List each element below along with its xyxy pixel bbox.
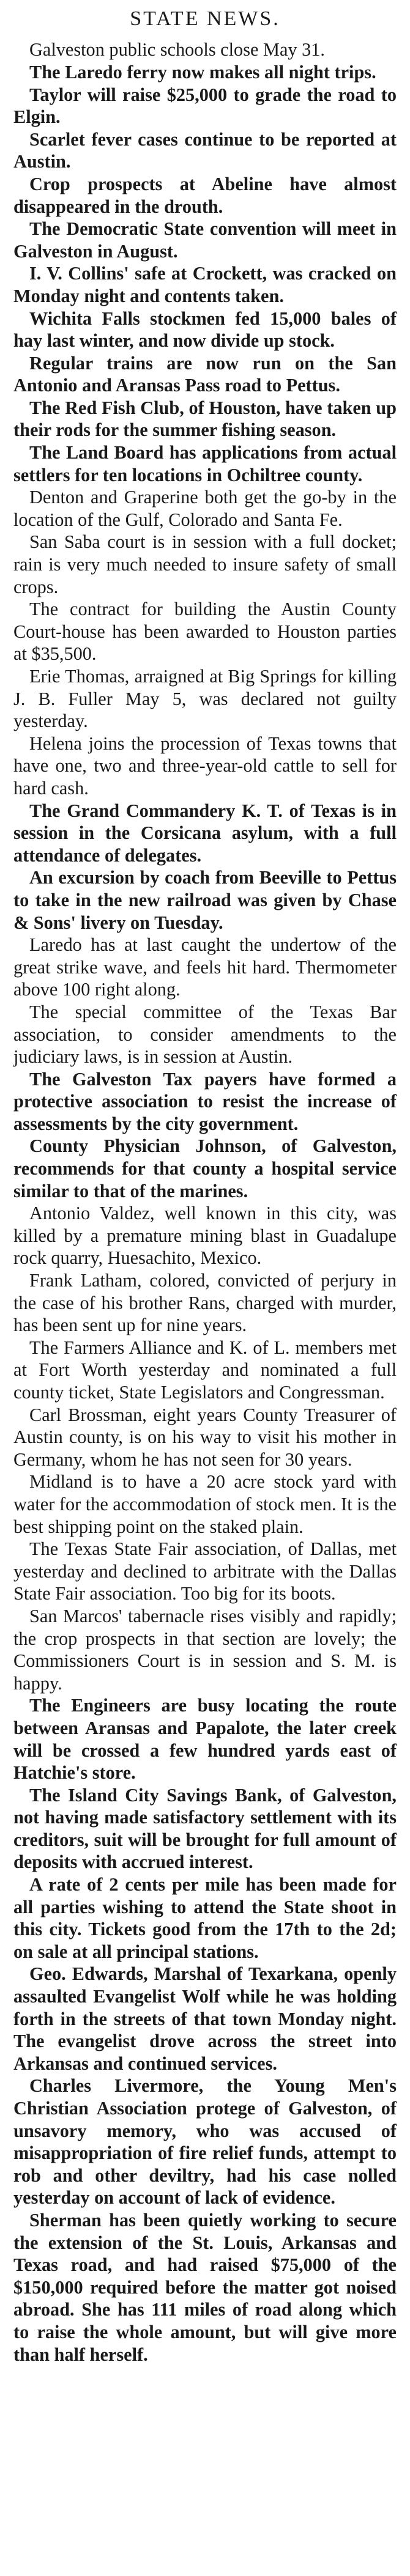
news-item: San Marcos' tabernacle rises visibly and rapidly; the crop prospects in that section are lovely; the Commissioners Court is in session and S. M. is happy. [13, 1605, 397, 1694]
news-item: The contract for building the Austin County Court-house has been awarded to Houston parties at $35,500. [13, 599, 397, 665]
news-column [13, 39, 397, 2366]
news-item: The Farmers Alliance and K. of L. members met at Fort Worth yesterday and nominated a full county ticket, State Legislators and Congressman. [13, 1337, 397, 1403]
news-item: Midland is to have a 20 acre stock yard with water for the accommodation of stock men. It is the best shipping point on the staked plain. [13, 1471, 397, 1537]
news-item: Denton and Graperine both get the go-by in the location of the Gulf, Colorado and Santa Fe. [13, 487, 397, 530]
news-item: Taylor will raise $25,000 to grade the road to Elgin. [13, 84, 397, 128]
news-item: Helena joins the procession of Texas towns that have one, two and three-year-old cattle to sell for hard cash. [13, 733, 397, 799]
news-item: Galveston public schools close May 31. [29, 39, 325, 61]
news-item: Frank Latham, colored, convicted of perjury in the case of his brother Rans, charged with murder, has been sent up for nine years. [13, 1270, 397, 1336]
news-item: The Red Fish Club, of Houston, have taken up their rods for the summer fishing season. [13, 397, 397, 441]
news-item: San Saba court is in session with a full docket; rain is very much needed to insure safety of small crops. [13, 531, 397, 597]
headline: STATE NEWS. [130, 7, 280, 30]
news-item: Sherman has been quietly working to secure the extension of the St. Louis, Arkansas and Texas road, and had raised $75,000 of the $150,000 required before the matter got noised abroad. She has 111 miles of road along which to raise the whole amount, but will give more than half herself. [13, 2209, 397, 2365]
news-item: The Galveston Tax payers have formed a protective association to resist the increase of assessments by the city government. [13, 1068, 397, 1134]
news-item: County Physician Johnson, of Galveston, recommends for that county a hospital service similar to that of the marines. [13, 1135, 397, 1201]
news-item: A rate of 2 cents per mile has been made for all parties wishing to attend the State shoot in this city. Tickets good from the 17th to the 2d; on sale at all principal stations. [13, 1874, 397, 1962]
news-item: Wichita Falls stockmen fed 15,000 bales of hay last winter, and now divide up stock. [13, 308, 397, 352]
news-item: The Land Board has applications from actual settlers for ten locations in Ochiltree county. [13, 442, 397, 485]
news-item: Geo. Edwards, Marshal of Texarkana, openly assaulted Evangelist Wolf while he was holding forth in the streets of that town Monday night. The evangelist drove across the street into Arkansas and continued services. [13, 1963, 397, 2074]
news-item: Laredo has at last caught the undertow of the great strike wave, and feels hit hard. Thermometer above 100 right along. [13, 934, 397, 1000]
news-item: Crop prospects at Abeline have almost disappeared in the drouth. [13, 173, 397, 217]
news-item: The special committee of the Texas Bar association, to consider amendments to the judiciary laws, is in session at Austin. [13, 1001, 397, 1068]
news-item: Carl Brossman, eight years County Treasurer of Austin county, is on his way to visit his mother in Germany, whom he has not seen for 30 years. [13, 1404, 397, 1470]
news-item: The Democratic State convention will meet in Galveston in August. [13, 218, 397, 262]
news-item: An excursion by coach from Beeville to Pettus to take in the new railroad was given by Chase & Sons' livery on Tuesday. [13, 867, 397, 933]
news-item: Scarlet fever cases continue to be reported at Austin. [13, 128, 397, 172]
news-item: The Island City Savings Bank, of Galveston, not having made satisfactory settlement with its creditors, suit will be brought for full amount of deposits with accrued interest. [13, 1784, 397, 1873]
news-item: Erie Thomas, arraigned at Big Springs for killing J. B. Fuller May 5, was declared not guilty yesterday. [13, 666, 397, 732]
news-item: The Laredo ferry now makes all night trips. [29, 61, 376, 83]
news-item: Antonio Valdez, well known in this city, was killed by a premature mining blast in Guadalupe rock quarry, Huesachito, Mexico. [13, 1203, 397, 1269]
news-item: Regular trains are now run on the San Antonio and Aransas Pass road to Pettus. [13, 352, 397, 396]
news-item: I. V. Collins' safe at Crockett, was cracked on Monday night and contents taken. [13, 263, 397, 306]
news-item: The Engineers are busy locating the route between Aransas and Papalote, the later creek will be crossed a few hundred yards east of Hatchie's store. [13, 1695, 397, 1784]
news-item: The Texas State Fair association, of Dallas, met yesterday and declined to arbitrate with the Dallas State Fair association. Too big for its boots. [13, 1538, 397, 1604]
news-item: Charles Livermore, the Young Men's Christian Association protege of Galveston, of unsavory memory, who was accused of misappropriation of fire relief funds, attempt to rob and other deviltry, had his case nolled yesterday on account of lack of evidence. [13, 2075, 397, 2209]
news-item: The Grand Commandery K. T. of Texas is in session in the Corsicana asylum, with a full attendance of delegates. [13, 800, 397, 866]
